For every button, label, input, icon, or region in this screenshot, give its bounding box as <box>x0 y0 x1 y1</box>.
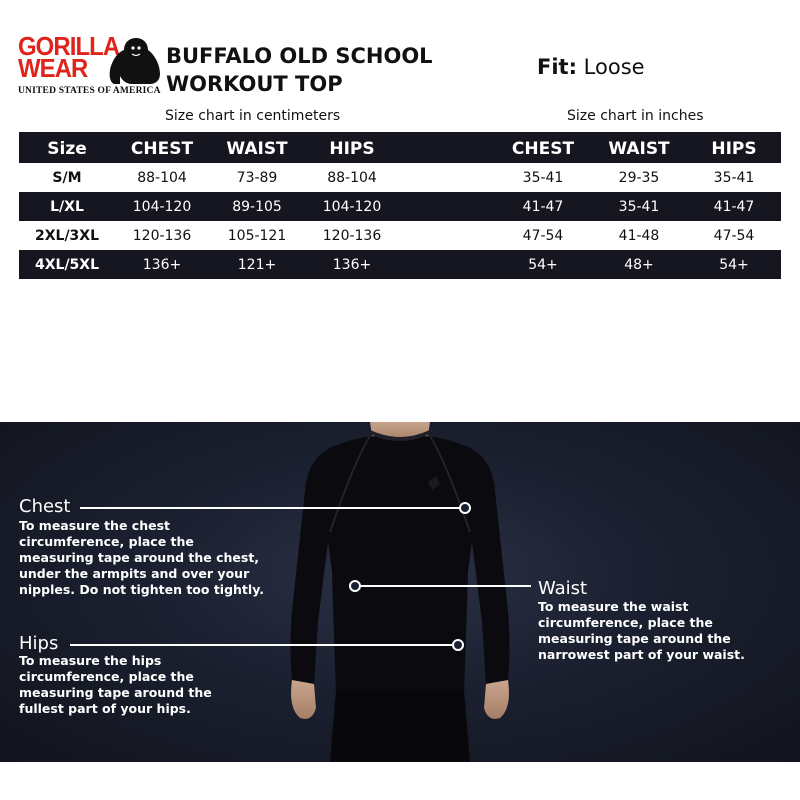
chest-text-line: To measure the chest <box>19 518 170 533</box>
hips-in-cell: 35-41 <box>713 169 755 186</box>
table-row <box>19 163 781 192</box>
hips-text-line: To measure the hips <box>19 653 162 668</box>
chest-cm-cell: 88-104 <box>137 169 187 186</box>
size-cell: S/M <box>52 169 82 186</box>
waist-cm-cell: 73-89 <box>236 169 278 186</box>
waist-title: Waist <box>538 578 588 599</box>
chest-cm-cell: 104-120 <box>132 198 192 215</box>
size-table <box>19 132 781 279</box>
chest-in-cell: 41-47 <box>522 198 564 215</box>
header-size: Size <box>47 138 87 159</box>
chest-in-cell: 35-41 <box>522 169 564 186</box>
waist-instructions <box>538 599 745 663</box>
hips-text-line: fullest part of your hips. <box>19 701 191 716</box>
hips-cm-cell: 136+ <box>332 256 372 273</box>
header-chest-in: CHEST <box>511 138 575 159</box>
chest-cm-cell: 120-136 <box>132 227 192 244</box>
waist-in-cell: 41-48 <box>618 227 660 244</box>
size-cell: 4XL/5XL <box>34 256 100 273</box>
logo-line1: GORILLA <box>18 31 120 61</box>
table-row <box>19 192 781 221</box>
gorilla-icon <box>106 34 164 86</box>
hips-instructions <box>19 653 212 717</box>
chest-text-line: circumference, place the <box>19 534 194 549</box>
chest-point-icon <box>459 502 471 514</box>
header-hips-in: HIPS <box>711 138 757 159</box>
fit-label: Fit: <box>537 55 577 79</box>
product-title <box>166 42 466 98</box>
size-cell: 2XL/3XL <box>34 227 100 244</box>
waist-cm-cell: 89-105 <box>232 198 282 215</box>
hips-in-cell: 41-47 <box>713 198 755 215</box>
chest-cm-cell: 136+ <box>142 256 182 273</box>
chest-line <box>80 507 460 509</box>
header-waist-in: WAIST <box>608 138 670 159</box>
chest-text-line: measuring tape around the chest, <box>19 550 260 565</box>
hips-point-icon <box>452 639 464 651</box>
hips-cm-cell: 88-104 <box>327 169 377 186</box>
waist-cm-cell: 105-121 <box>227 227 287 244</box>
hips-in-cell: 47-54 <box>713 227 755 244</box>
chest-instructions <box>19 518 264 598</box>
hips-in-cell: 54+ <box>719 256 749 273</box>
waist-in-cell: 35-41 <box>618 198 660 215</box>
waist-text-line: To measure the waist <box>538 599 689 614</box>
hips-title: Hips <box>19 633 59 654</box>
header-hips-cm: HIPS <box>329 138 375 159</box>
waist-in-cell: 48+ <box>624 256 654 273</box>
caption-inches: Size chart in inches <box>567 108 704 124</box>
chest-title: Chest <box>19 496 71 517</box>
product-title-line2: WORKOUT TOP <box>166 72 343 96</box>
product-title-line1: BUFFALO OLD SCHOOL <box>166 44 433 68</box>
logo-line2: WEAR <box>18 53 88 83</box>
waist-text-line: measuring tape around the <box>538 631 731 646</box>
hips-line <box>70 644 452 646</box>
logo-subtitle: UNITED STATES OF AMERICA <box>18 86 161 96</box>
chest-in-cell: 47-54 <box>522 227 564 244</box>
table-header-row <box>19 132 781 163</box>
size-cell: L/XL <box>50 198 84 215</box>
brand-logo <box>18 31 161 100</box>
waist-text-line: narrowest part of your waist. <box>538 647 745 662</box>
waist-in-cell: 29-35 <box>618 169 660 186</box>
chest-text-line: nipples. Do not tighten too tightly. <box>19 582 264 597</box>
header-waist-cm: WAIST <box>226 138 288 159</box>
hips-cm-cell: 104-120 <box>322 198 382 215</box>
waist-line <box>361 585 531 587</box>
header-chest-cm: CHEST <box>130 138 194 159</box>
fit-value: Loose <box>583 55 645 79</box>
caption-centimeters: Size chart in centimeters <box>165 108 341 124</box>
table-row <box>19 221 781 250</box>
hips-cm-cell: 120-136 <box>322 227 382 244</box>
measurement-guide-panel <box>0 422 800 762</box>
hips-text-line: circumference, place the <box>19 669 194 684</box>
fit-info <box>537 55 645 79</box>
table-row <box>19 250 781 279</box>
waist-cm-cell: 121+ <box>237 256 277 273</box>
waist-text-line: circumference, place the <box>538 615 713 630</box>
model-figure <box>270 422 530 762</box>
hips-text-line: measuring tape around the <box>19 685 212 700</box>
chest-text-line: under the armpits and over your <box>19 566 250 581</box>
waist-point-icon <box>349 580 361 592</box>
chest-in-cell: 54+ <box>528 256 558 273</box>
